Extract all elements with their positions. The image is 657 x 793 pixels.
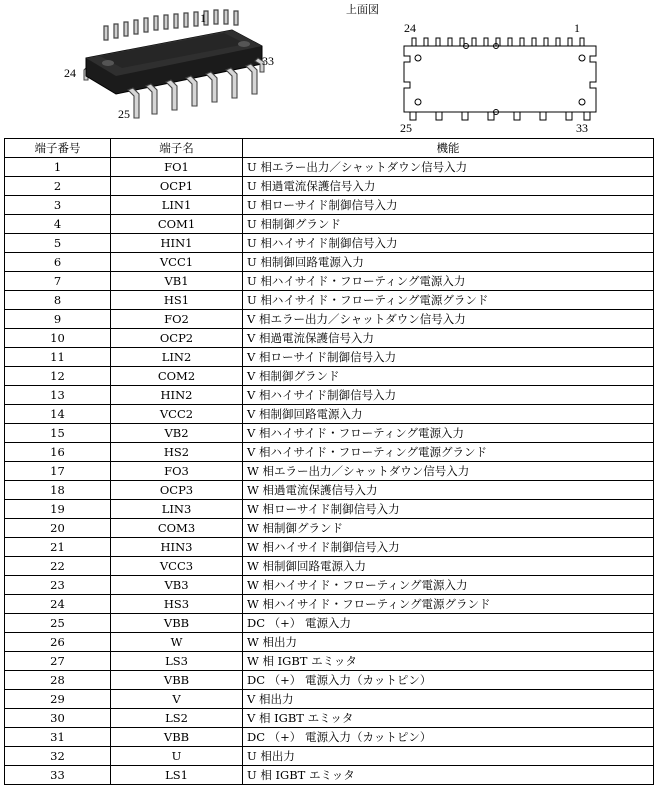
pin-number-cell: 8 (5, 291, 111, 310)
pin-function-cell: DC （+） 電源入力（カットピン） (243, 671, 654, 690)
pin-function-cell: V 相ハイサイド・フローティング電源グランド (243, 443, 654, 462)
pin-function-cell: V 相ローサイド制御信号入力 (243, 348, 654, 367)
pin-number-cell: 13 (5, 386, 111, 405)
pin-number-cell: 17 (5, 462, 111, 481)
pin-number-cell: 16 (5, 443, 111, 462)
header-pin-number: 端子番号 (5, 139, 111, 158)
pin-function-cell: U 相制御回路電源入力 (243, 253, 654, 272)
pin-function-cell: W 相制御グランド (243, 519, 654, 538)
pin-function-cell: U 相ハイサイド・フローティング電源入力 (243, 272, 654, 291)
table-row (5, 177, 654, 196)
table-row (5, 310, 654, 329)
pin-name-cell: COM3 (111, 519, 243, 538)
pin-number-cell: 33 (5, 766, 111, 785)
pin-function-cell: W 相ハイサイド・フローティング電源グランド (243, 595, 654, 614)
pin-name-cell: HIN2 (111, 386, 243, 405)
table-row (5, 595, 654, 614)
pin-number-cell: 6 (5, 253, 111, 272)
pin-name-cell: HIN3 (111, 538, 243, 557)
pin-number-cell: 28 (5, 671, 111, 690)
pin-name-cell: FO1 (111, 158, 243, 177)
table-row (5, 766, 654, 785)
pin-number-cell: 4 (5, 215, 111, 234)
pin-name-cell: HS2 (111, 443, 243, 462)
pin-function-cell: W 相出力 (243, 633, 654, 652)
top-view-title: 上面図 (346, 3, 379, 16)
table-row (5, 462, 654, 481)
table-row (5, 481, 654, 500)
table-row (5, 557, 654, 576)
pin-function-cell: W 相エラー出力／シャットダウン信号入力 (243, 462, 654, 481)
pin-name-cell: VCC2 (111, 405, 243, 424)
pin-number-cell: 19 (5, 500, 111, 519)
top-view-pin1-label: 1 (574, 21, 580, 35)
table-row (5, 576, 654, 595)
table-row (5, 329, 654, 348)
table-row (5, 234, 654, 253)
pin-number-cell: 1 (5, 158, 111, 177)
pin-name-cell: W (111, 633, 243, 652)
pin-name-cell: VB3 (111, 576, 243, 595)
pin-name-cell: HS1 (111, 291, 243, 310)
pin-number-cell: 22 (5, 557, 111, 576)
pin-name-cell: VCC1 (111, 253, 243, 272)
pin-function-cell: W 相ハイサイド・フローティング電源入力 (243, 576, 654, 595)
pin-name-cell: VB1 (111, 272, 243, 291)
pin-number-cell: 27 (5, 652, 111, 671)
header-function: 機能 (243, 139, 654, 158)
pin-number-cell: 25 (5, 614, 111, 633)
pin-name-cell: FO3 (111, 462, 243, 481)
table-row (5, 538, 654, 557)
pin-name-cell: OCP3 (111, 481, 243, 500)
pin-name-cell: OCP1 (111, 177, 243, 196)
pin-number-cell: 20 (5, 519, 111, 538)
top-view-drawing (404, 38, 596, 120)
pin-name-cell: LS1 (111, 766, 243, 785)
table-row (5, 215, 654, 234)
pin-number-cell: 26 (5, 633, 111, 652)
pin-function-cell: V 相制御回路電源入力 (243, 405, 654, 424)
pin-number-cell: 15 (5, 424, 111, 443)
pin-number-cell: 24 (5, 595, 111, 614)
pin-number-cell: 12 (5, 367, 111, 386)
perspective-pin1-label: 1 (200, 11, 206, 25)
pin-function-cell: U 相ローサイド制御信号入力 (243, 196, 654, 215)
table-row (5, 386, 654, 405)
package-figures (0, 0, 657, 137)
pin-function-cell: U 相制御グランド (243, 215, 654, 234)
pin-number-cell: 23 (5, 576, 111, 595)
pin-name-cell: LIN2 (111, 348, 243, 367)
pin-function-cell: DC （+） 電源入力（カットピン） (243, 728, 654, 747)
pin-name-cell: HIN1 (111, 234, 243, 253)
top-view-pin24-label: 24 (404, 21, 416, 35)
pin-name-cell: V (111, 690, 243, 709)
pin-function-cell: V 相ハイサイド・フローティング電源入力 (243, 424, 654, 443)
perspective-pin25-label: 25 (118, 107, 130, 121)
pin-number-cell: 31 (5, 728, 111, 747)
pin-function-cell: W 相ローサイド制御信号入力 (243, 500, 654, 519)
pin-number-cell: 14 (5, 405, 111, 424)
pin-name-cell: LIN3 (111, 500, 243, 519)
table-row (5, 709, 654, 728)
table-row (5, 690, 654, 709)
pin-name-cell: FO2 (111, 310, 243, 329)
pin-number-cell: 21 (5, 538, 111, 557)
pin-name-cell: COM1 (111, 215, 243, 234)
table-row (5, 253, 654, 272)
top-view-pin25-label: 25 (400, 121, 412, 135)
pin-function-cell: U 相過電流保護信号入力 (243, 177, 654, 196)
table-row (5, 291, 654, 310)
pin-number-cell: 3 (5, 196, 111, 215)
pin-name-cell: LS2 (111, 709, 243, 728)
package-drawings (0, 0, 657, 137)
pin-function-cell: V 相過電流保護信号入力 (243, 329, 654, 348)
pin-number-cell: 18 (5, 481, 111, 500)
pin-name-cell: OCP2 (111, 329, 243, 348)
pin-name-cell: COM2 (111, 367, 243, 386)
pin-number-cell: 5 (5, 234, 111, 253)
top-view-pin33-label: 33 (576, 121, 588, 135)
table-row (5, 728, 654, 747)
table-row (5, 367, 654, 386)
table-row (5, 633, 654, 652)
pin-name-cell: U (111, 747, 243, 766)
pin-name-cell: VCC3 (111, 557, 243, 576)
pin-function-cell: V 相 IGBT エミッタ (243, 709, 654, 728)
pin-number-cell: 10 (5, 329, 111, 348)
pin-function-cell: V 相エラー出力／シャットダウン信号入力 (243, 310, 654, 329)
table-row (5, 196, 654, 215)
pin-function-cell: V 相制御グランド (243, 367, 654, 386)
pin-name-cell: VBB (111, 671, 243, 690)
pin-function-cell: U 相ハイサイド制御信号入力 (243, 234, 654, 253)
header-pin-name: 端子名 (111, 139, 243, 158)
pin-function-cell: DC （+） 電源入力 (243, 614, 654, 633)
pin-function-cell: U 相 IGBT エミッタ (243, 766, 654, 785)
pin-name-cell: VB2 (111, 424, 243, 443)
perspective-pin24-label: 24 (64, 66, 76, 80)
table-row (5, 272, 654, 291)
table-row (5, 614, 654, 633)
pin-function-cell: U 相出力 (243, 747, 654, 766)
module-perspective-illustration (84, 10, 264, 121)
pin-function-cell: W 相 IGBT エミッタ (243, 652, 654, 671)
table-row (5, 158, 654, 177)
pin-assignment-table (4, 138, 654, 785)
pin-number-cell: 9 (5, 310, 111, 329)
pin-function-cell: V 相出力 (243, 690, 654, 709)
pin-number-cell: 30 (5, 709, 111, 728)
table-header-row (5, 139, 654, 158)
pin-name-cell: HS3 (111, 595, 243, 614)
pin-number-cell: 2 (5, 177, 111, 196)
table-row (5, 671, 654, 690)
table-row (5, 519, 654, 538)
pin-name-cell: VBB (111, 728, 243, 747)
table-row (5, 405, 654, 424)
pin-function-cell: V 相ハイサイド制御信号入力 (243, 386, 654, 405)
pin-number-cell: 32 (5, 747, 111, 766)
pin-function-cell: W 相制御回路電源入力 (243, 557, 654, 576)
table-row (5, 443, 654, 462)
table-row (5, 747, 654, 766)
table-row (5, 652, 654, 671)
table-row (5, 348, 654, 367)
table-row (5, 500, 654, 519)
pin-function-cell: U 相ハイサイド・フローティング電源グランド (243, 291, 654, 310)
pin-name-cell: LIN1 (111, 196, 243, 215)
table-row (5, 424, 654, 443)
pin-number-cell: 29 (5, 690, 111, 709)
perspective-pin33-label: 33 (262, 54, 274, 68)
pin-function-cell: W 相過電流保護信号入力 (243, 481, 654, 500)
table-body (5, 158, 654, 785)
pin-function-cell: U 相エラー出力／シャットダウン信号入力 (243, 158, 654, 177)
pin-function-cell: W 相ハイサイド制御信号入力 (243, 538, 654, 557)
pin-name-cell: VBB (111, 614, 243, 633)
pin-number-cell: 11 (5, 348, 111, 367)
pin-name-cell: LS3 (111, 652, 243, 671)
pin-number-cell: 7 (5, 272, 111, 291)
